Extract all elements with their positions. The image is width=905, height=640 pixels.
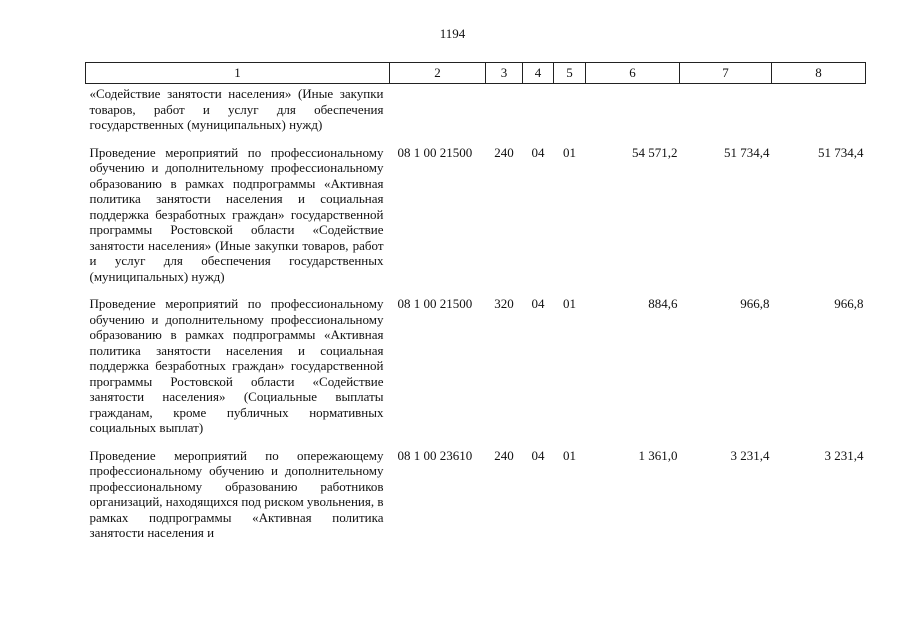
row-value-2: 3 231,4 bbox=[730, 447, 770, 463]
header-col-1: 1 bbox=[86, 63, 390, 84]
row-target-code: 08 1 00 23610 bbox=[397, 447, 473, 463]
row-section bbox=[523, 84, 554, 145]
table-header-row bbox=[86, 63, 866, 84]
row-description: Проведение мероприятий по опережающему профессиональному обучению и дополнительному профессиональному образованию работников организаций, находящихся под риском увольнения, в рамках подпрограммы «Активная политика занятости населения и bbox=[89, 447, 384, 540]
row-subsection: 01 bbox=[563, 447, 576, 463]
row-value-1 bbox=[586, 84, 680, 145]
row-expense-type: 240 bbox=[494, 447, 514, 463]
row-value-1: 1 361,0 bbox=[638, 447, 678, 463]
row-target-code bbox=[390, 84, 486, 145]
row-description: «Содействие занятости населения» (Иные закупки товаров, работ и услуг для обеспечения государственных (муниципальных) нужд) bbox=[89, 86, 384, 132]
header-col-3: 3 bbox=[486, 63, 523, 84]
header-col-5: 5 bbox=[554, 63, 586, 84]
row-description: Проведение мероприятий по профессиональному обучению и дополнительному профессиональному образованию в рамках подпрограммы «Активная политика занятости населения и социальная поддержка безработных граждан» государственной программы Ростовской области «Содействие занятости населения» (Социальные выплаты гражданам, кроме публичных нормативных социальных выплат) bbox=[89, 296, 384, 435]
row-section: 04 bbox=[531, 144, 545, 160]
row-description: Проведение мероприятий по профессиональному обучению и дополнительному профессиональному образованию в рамках подпрограммы «Активная политика занятости населения и социальная поддержка безработных граждан» государственной программы Ростовской области «Содействие занятости населения» (Иные закупки товаров, работ и услуг для обеспечения государственных (муниципальных) нужд) bbox=[89, 144, 384, 284]
row-value-1: 54 571,2 bbox=[632, 144, 678, 160]
row-target-code: 08 1 00 21500 bbox=[397, 144, 473, 160]
row-subsection: 01 bbox=[563, 296, 576, 311]
row-section: 04 bbox=[531, 447, 545, 463]
table-row bbox=[86, 84, 866, 145]
row-value-3 bbox=[772, 84, 866, 145]
row-value-2: 966,8 bbox=[740, 296, 770, 311]
header-col-8: 8 bbox=[772, 63, 866, 84]
header-col-2: 2 bbox=[390, 63, 486, 84]
table-row bbox=[86, 296, 866, 448]
table-row bbox=[86, 145, 866, 297]
row-subsection: 01 bbox=[563, 144, 576, 160]
budget-table bbox=[85, 62, 866, 553]
row-value-2 bbox=[680, 84, 772, 145]
header-col-6: 6 bbox=[586, 63, 680, 84]
row-value-1: 884,6 bbox=[648, 296, 678, 311]
header-col-4: 4 bbox=[523, 63, 554, 84]
row-subsection bbox=[554, 84, 586, 145]
row-value-3: 3 231,4 bbox=[824, 447, 864, 463]
row-value-3: 51 734,4 bbox=[818, 144, 864, 160]
header-col-7: 7 bbox=[680, 63, 772, 84]
row-value-2: 51 734,4 bbox=[724, 144, 770, 160]
row-expense-type bbox=[486, 84, 523, 145]
row-expense-type: 240 bbox=[494, 144, 514, 160]
row-value-3: 966,8 bbox=[834, 296, 864, 311]
row-section: 04 bbox=[531, 296, 545, 311]
page-number: 1194 bbox=[439, 26, 466, 41]
row-target-code: 08 1 00 21500 bbox=[397, 296, 473, 311]
row-expense-type: 320 bbox=[494, 296, 514, 311]
table-row bbox=[86, 448, 866, 553]
